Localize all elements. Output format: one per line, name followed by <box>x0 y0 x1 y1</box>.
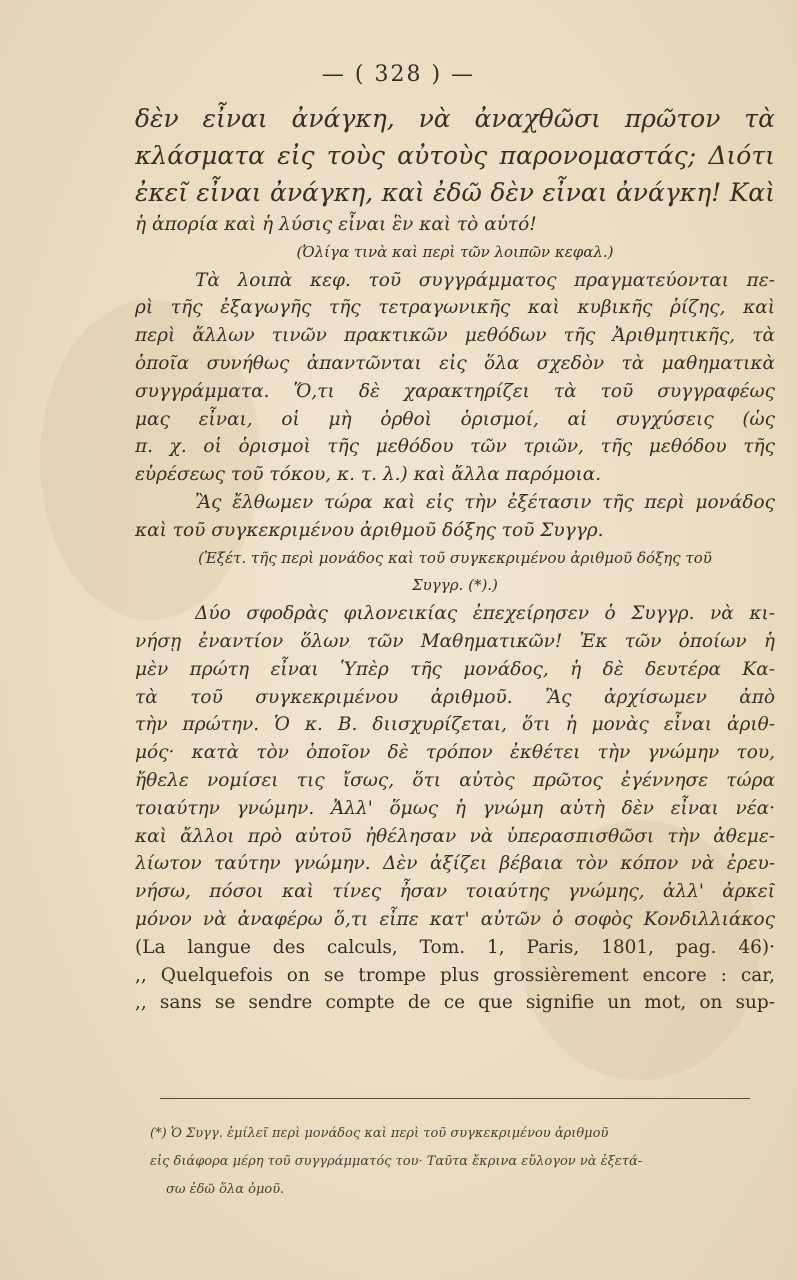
text-line: νήσω, πόσοι καὶ τίνες ἦσαν τοιαύτης γνώμης, ἀλλ' ἀρκεῖ <box>135 881 775 903</box>
text-line: δὲν εἶναι ἀνάγκη, νὰ ἀναχθῶσι πρῶτον τὰ <box>135 104 775 133</box>
text-line: Τὰ λοιπὰ κεφ. τοῦ συγγράμματος πραγματεύονται πε- <box>195 269 775 291</box>
text-line: κλάσματα εἰς τοὺς αὐτοὺς παρονομαστάς; Διότι <box>135 141 775 170</box>
text-line: τὴν πρώτην. Ὁ κ. Β. διισχυρίζεται, ὅτι ἡ μονὰς εἶναι ἀριθ- <box>135 714 775 736</box>
footnote-divider <box>160 1098 750 1099</box>
text-line: περὶ ἄλλων τινῶν πρακτικῶν μεθόδων τῆς Ἀριθμητικῆς, τὰ <box>135 325 775 347</box>
text-line: ρὶ τῆς ἐξαγωγῆς τῆς τετραγωνικῆς καὶ κυβικῆς ῥίζης, καὶ <box>135 297 775 319</box>
text-line: Συγγρ. (*).) <box>412 576 498 595</box>
text-line: (Ἐξέτ. τῆς περὶ μονάδος καὶ τοῦ συγκεκριμένου ἀριθμοῦ δόξης τοῦ <box>198 548 712 567</box>
text-line: ἤθελε νομίσει τις ἴσως, ὅτι αὐτὸς πρῶτος ἐγέννησε τώρα <box>135 769 775 791</box>
text-line: μόνον νὰ ἀναφέρω ὅ,τι εἶπε κατ' αὐτῶν ὁ σοφὸς Κονδιλλιάκος <box>135 908 775 930</box>
text-line: μας εἶναι, οἱ μὴ ὀρθοὶ ὁρισμοί, αἱ συγχύσεις (ὡς <box>135 408 775 430</box>
text-line: ὁποῖα συνήθως ἀπαντῶνται εἰς ὅλα σχεδὸν τὰ μαθηματικὰ <box>135 352 775 374</box>
text-line: Δύο σφοδρὰς φιλονεικίας ἐπεχείρησεν ὁ Συγγρ. νὰ κι- <box>195 603 775 625</box>
footnote-line: εἰς διάφορα μέρη τοῦ συγγράμματός του· Ταῦτα ἔκρινα εὔλογον νὰ ἐξετά- <box>150 1154 643 1169</box>
text-line: μός· κατὰ τὸν ὁποῖον δὲ τρόπον ἐκθέτει τὴν γνώμην του, <box>135 742 775 764</box>
text-line: ,, sans se sendre compte de ce que signifie un mot, on sup- <box>135 992 775 1014</box>
text-line: λίωτον ταύτην γνώμην. Δὲν ἀξίζει βέβαια τὸν κόπον νὰ ἐρευ- <box>135 853 775 875</box>
footnote-line: (*) Ὁ Συγγ. ἐμίλεῖ περὶ μονάδος καὶ περὶ τοῦ συγκεκριμένου ἀριθμοῦ <box>150 1126 609 1141</box>
text-line: τοιαύτην γνώμην. Ἀλλ' ὅμως ἡ γνώμη αὐτὴ δὲν εἶναι νέα· <box>135 797 775 819</box>
text-line: Ἂς ἔλθωμεν τώρα καὶ εἰς τὴν ἐξέτασιν τῆς περὶ μονάδος <box>195 491 775 513</box>
text-line: μὲν πρώτη εἶναι Ὑπὲρ τῆς μονάδος, ἡ δὲ δευτέρα Κα- <box>135 658 775 680</box>
text-line: τὰ τοῦ συγκεκριμένου ἀριθμοῦ. Ἂς ἀρχίσωμεν ἀπὸ <box>135 686 775 708</box>
text-line: ἐκεῖ εἶναι ἀνάγκη, καὶ ἐδῶ δὲν εἶναι ἀνάγκη! Καὶ <box>135 178 775 207</box>
text-line: καὶ ἄλλοι πρὸ αὐτοῦ ἠθέλησαν νὰ ὑπερασπισθῶσι τὴν ἀθεμε- <box>135 825 775 847</box>
text-line: ἡ ἀπορία καὶ ἡ λύσις εἶναι ἓν καὶ τὸ αὐτό! <box>135 214 537 235</box>
body-text <box>135 100 775 1017</box>
text-line: συγγράμματα. Ὅ,τι δὲ χαρακτηρίζει τὰ τοῦ συγγραφέως <box>135 380 775 402</box>
page-number: — ( 328 ) — <box>321 62 476 87</box>
text-line: νήσῃ ἐναντίον ὅλων τῶν Μαθηματικῶν! Ἐκ τῶν ὁποίων ἡ <box>135 630 775 652</box>
text-line: ,, Quelquefois on se trompe plus grossièrement encore : car, <box>135 964 775 986</box>
text-line: (La langue des calculs, Tom. 1, Paris, 1801, pag. 46)· <box>135 936 775 958</box>
text-line: καὶ τοῦ συγκεκριμένου ἀριθμοῦ δόξης τοῦ Συγγρ. <box>135 519 604 541</box>
text-line: εὑρέσεως τοῦ τόκου, κ. τ. λ.) καὶ ἄλλα παρόμοια. <box>135 464 602 486</box>
footnotes <box>150 1120 760 1204</box>
text-line: (Ὀλίγα τινὰ καὶ περὶ τῶν λοιπῶν κεφαλ.) <box>296 242 614 261</box>
footnote-line: σω ἐδῶ ὅλα ὁμοῦ. <box>166 1182 285 1197</box>
text-line: π. χ. οἱ ὁρισμοὶ τῆς μεθόδου τῶν τριῶν, τῆς μεθόδου τῆς <box>135 436 775 458</box>
